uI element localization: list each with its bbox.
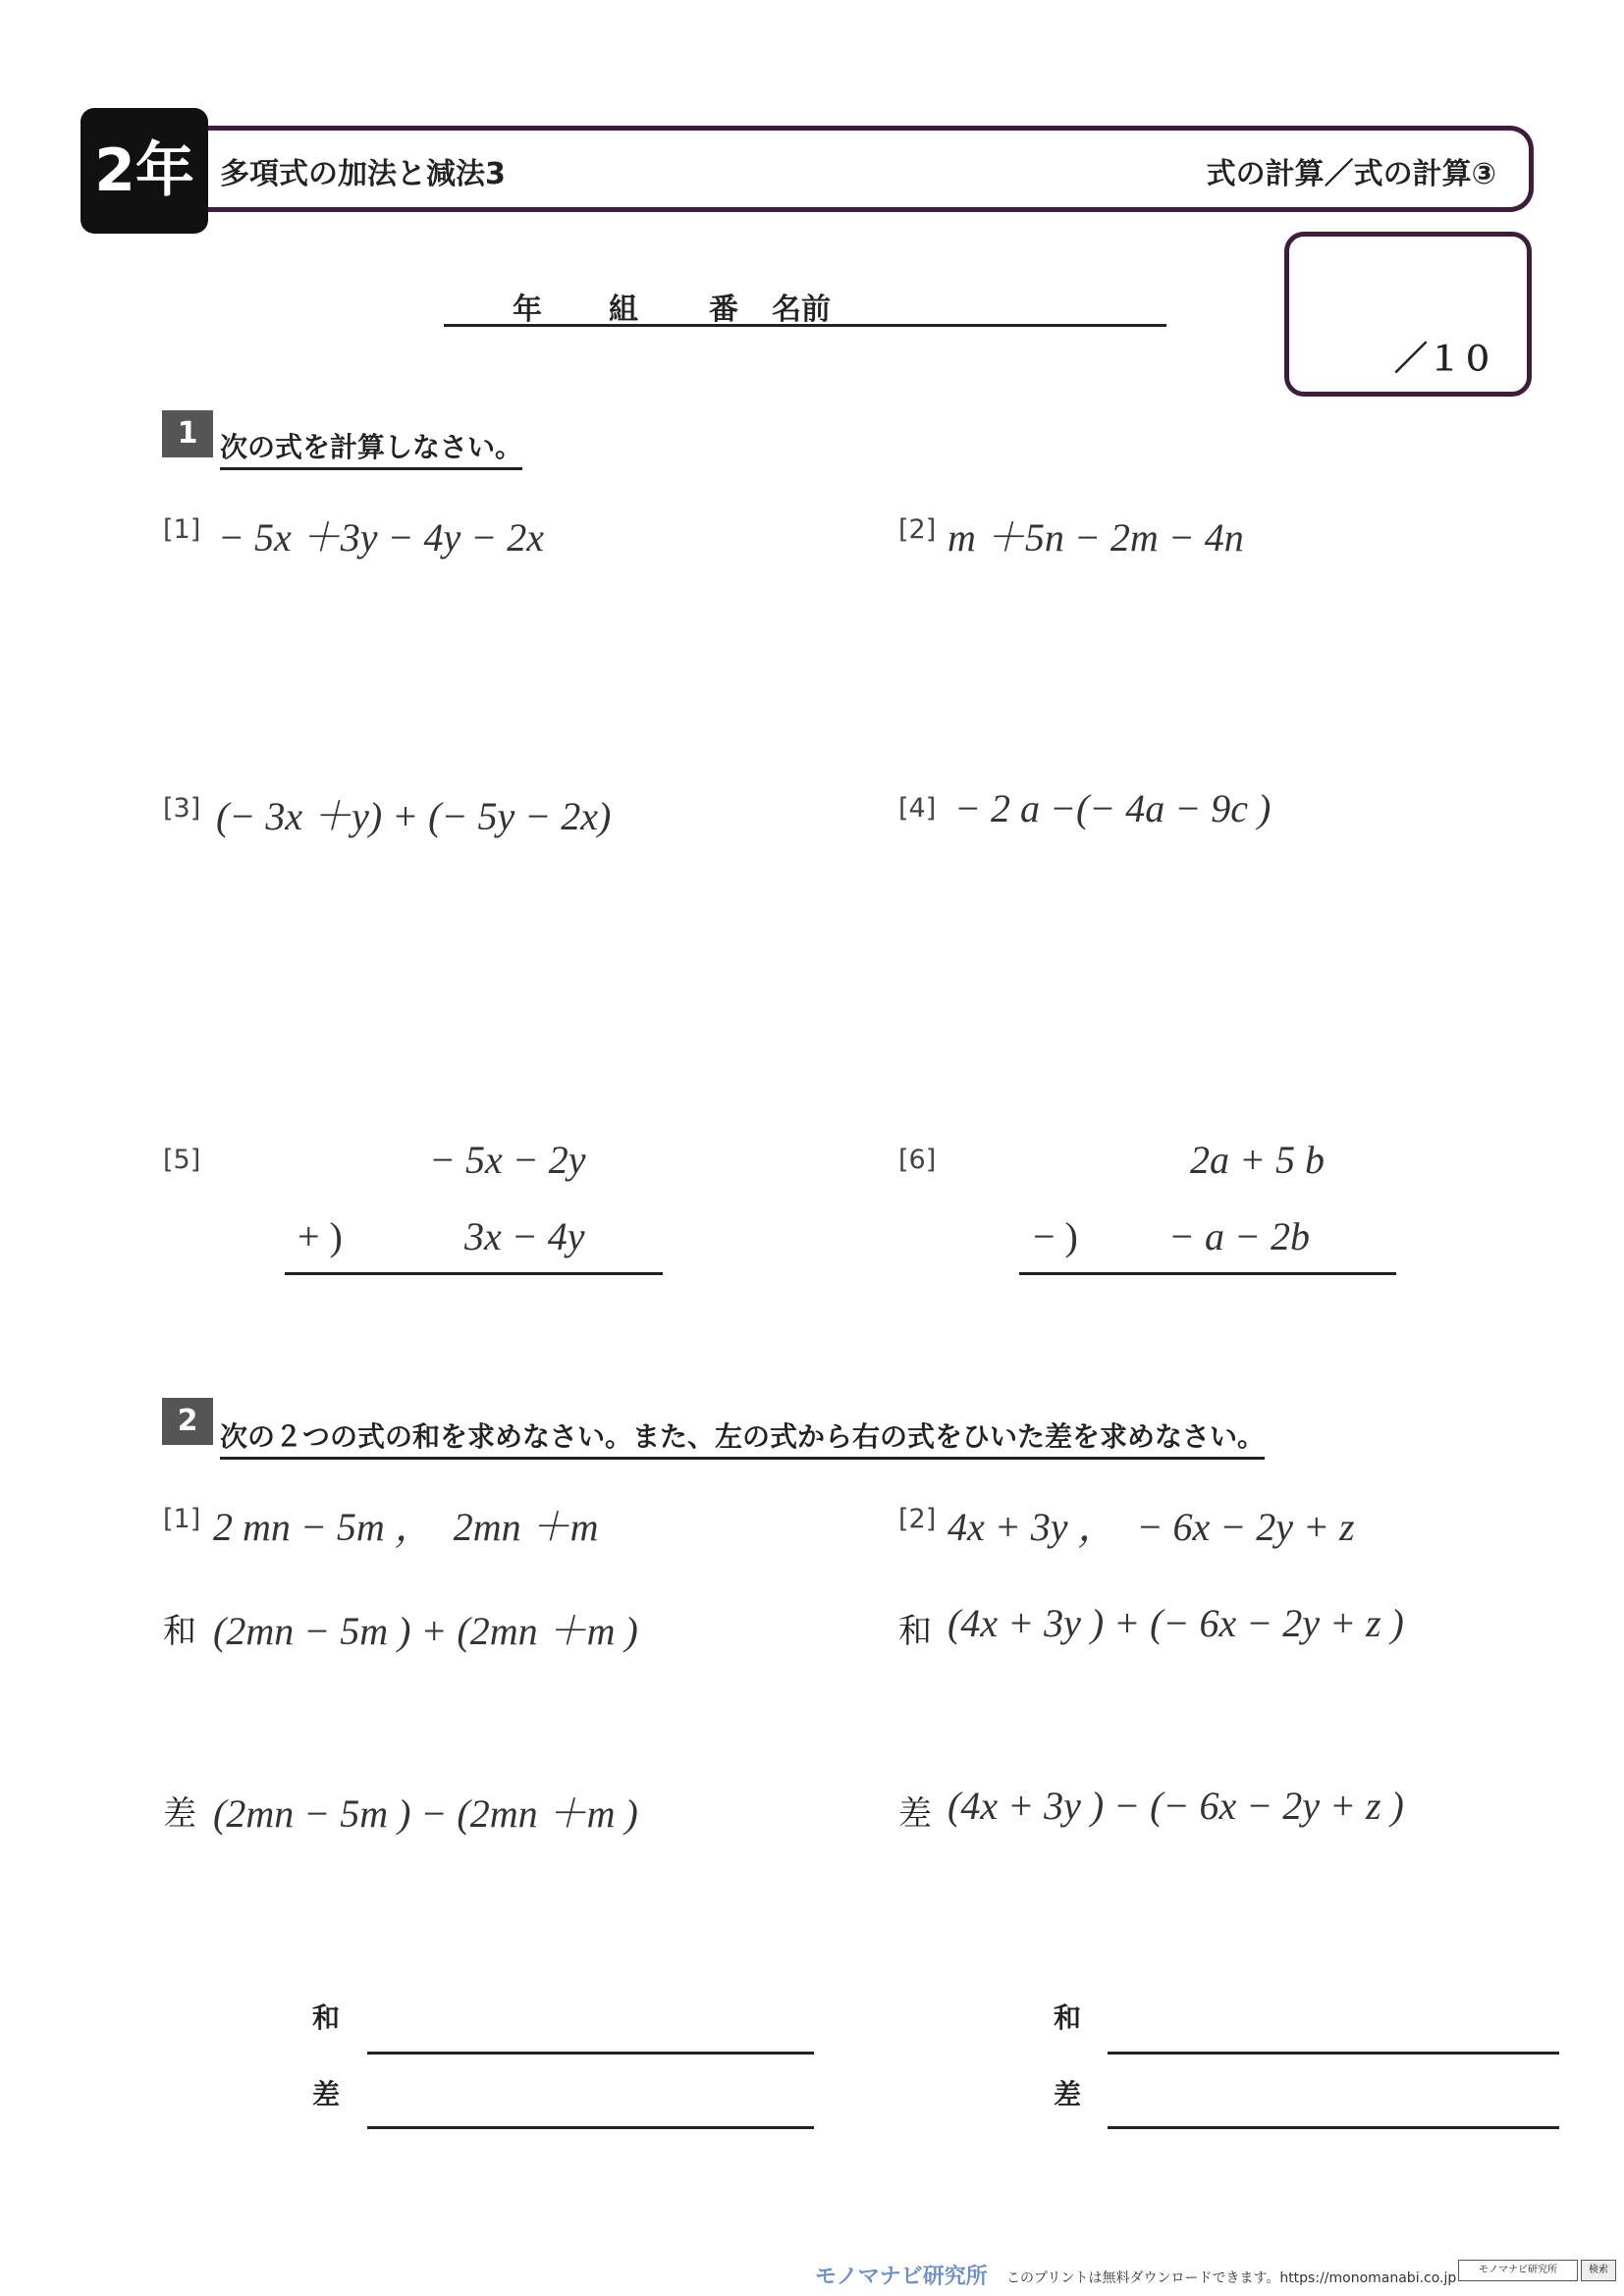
problem-2-2-pair: 4x + 3y ， − 6x − 2y + z xyxy=(947,1505,1355,1549)
answer-1-diff-line xyxy=(367,2126,814,2129)
answer-2-diff-line xyxy=(1108,2126,1559,2129)
problem-1-2-expression: m ＋5n − 2m − 4n xyxy=(947,515,1244,560)
score-total: ／１０ xyxy=(1394,340,1494,379)
footer-search-button[interactable]: 検索 xyxy=(1581,2260,1616,2281)
problem-1-2-label: [2] xyxy=(898,514,937,545)
problem-1-6-bottom: − a − 2b xyxy=(1168,1214,1310,1258)
problem-1-4-label: [4] xyxy=(898,793,937,824)
problem-2-1-pair: 2 mn − 5m ， 2mn ＋m xyxy=(213,1505,599,1549)
answer-2-diff-label: 差 xyxy=(1054,2078,1082,2110)
problem-1-6-answer-line xyxy=(1019,1272,1396,1275)
section-1-number: 1 xyxy=(162,410,213,457)
problem-2-1-sum-label: 和 xyxy=(163,1612,196,1651)
answer-2-sum-line xyxy=(1108,2052,1559,2055)
answer-1-diff-label: 差 xyxy=(312,2078,341,2110)
problem-1-5-bottom: 3x − 4y xyxy=(464,1214,585,1258)
problem-1-5-label: [5] xyxy=(163,1145,201,1175)
problem-1-5-top: − 5x − 2y xyxy=(429,1138,586,1182)
problem-1-6-top: 2a + 5 b xyxy=(1190,1138,1325,1182)
problem-1-5-answer-line xyxy=(285,1272,663,1275)
name-row xyxy=(444,285,1166,327)
class-label: 組 xyxy=(609,293,638,327)
problem-1-6-label: [6] xyxy=(898,1145,937,1175)
problem-2-2-sum-expression: (4x + 3y ) + (− 6x − 2y + z ) xyxy=(947,1601,1404,1645)
number-label: 番 xyxy=(709,293,738,327)
problem-2-2-diff-label: 差 xyxy=(898,1794,932,1834)
grade-badge: 2年 xyxy=(81,108,208,234)
section-2-number: 2 xyxy=(162,1398,213,1445)
name-label: 名前 xyxy=(772,293,831,327)
footer-logo: モノマナビ研究所 xyxy=(815,2265,988,2289)
problem-1-3-label: [3] xyxy=(163,793,201,824)
worksheet-subtitle: 式の計算／式の計算③ xyxy=(1206,157,1496,191)
answer-2-sum-label: 和 xyxy=(1054,2002,1082,2034)
footer-text: このプリントは無料ダウンロードできます。https://monomanabi.co.jp xyxy=(1006,2270,1457,2286)
problem-2-2-label: [2] xyxy=(898,1504,937,1534)
problem-1-1-label: [1] xyxy=(163,514,201,545)
problem-1-5-operator: + ) xyxy=(298,1214,343,1258)
problem-1-6-operator: − ) xyxy=(1033,1214,1078,1258)
problem-1-3-expression: (− 3x ＋y) + (− 5y − 2x) xyxy=(216,794,612,838)
problem-2-1-sum-expression: (2mn − 5m ) + (2mn ＋m ) xyxy=(213,1609,638,1653)
answer-1-sum-label: 和 xyxy=(312,2002,341,2034)
footer-search-box[interactable]: モノマナビ研究所 xyxy=(1458,2260,1578,2281)
problem-2-2-sum-label: 和 xyxy=(898,1612,932,1651)
worksheet-title: 多項式の加法と減法3 xyxy=(220,157,506,191)
problem-2-2-diff-expression: (4x + 3y ) − (− 6x − 2y + z ) xyxy=(947,1784,1404,1828)
problem-1-4-expression: − 2 a −(− 4a − 9c ) xyxy=(954,786,1272,830)
problem-2-1-diff-label: 差 xyxy=(163,1794,196,1834)
answer-1-sum-line xyxy=(367,2052,814,2055)
section-1-instruction: 次の式を計算しなさい。 xyxy=(220,426,522,470)
problem-2-1-diff-expression: (2mn − 5m ) − (2mn ＋m ) xyxy=(213,1791,638,1836)
year-label: 年 xyxy=(513,293,542,327)
problem-2-1-label: [1] xyxy=(163,1504,201,1534)
section-2-instruction: 次の２つの式の和を求めなさい。また、左の式から右の式をひいた差を求めなさい。 xyxy=(220,1415,1265,1460)
problem-1-1-expression: − 5x ＋3y − 4y − 2x xyxy=(218,515,544,560)
